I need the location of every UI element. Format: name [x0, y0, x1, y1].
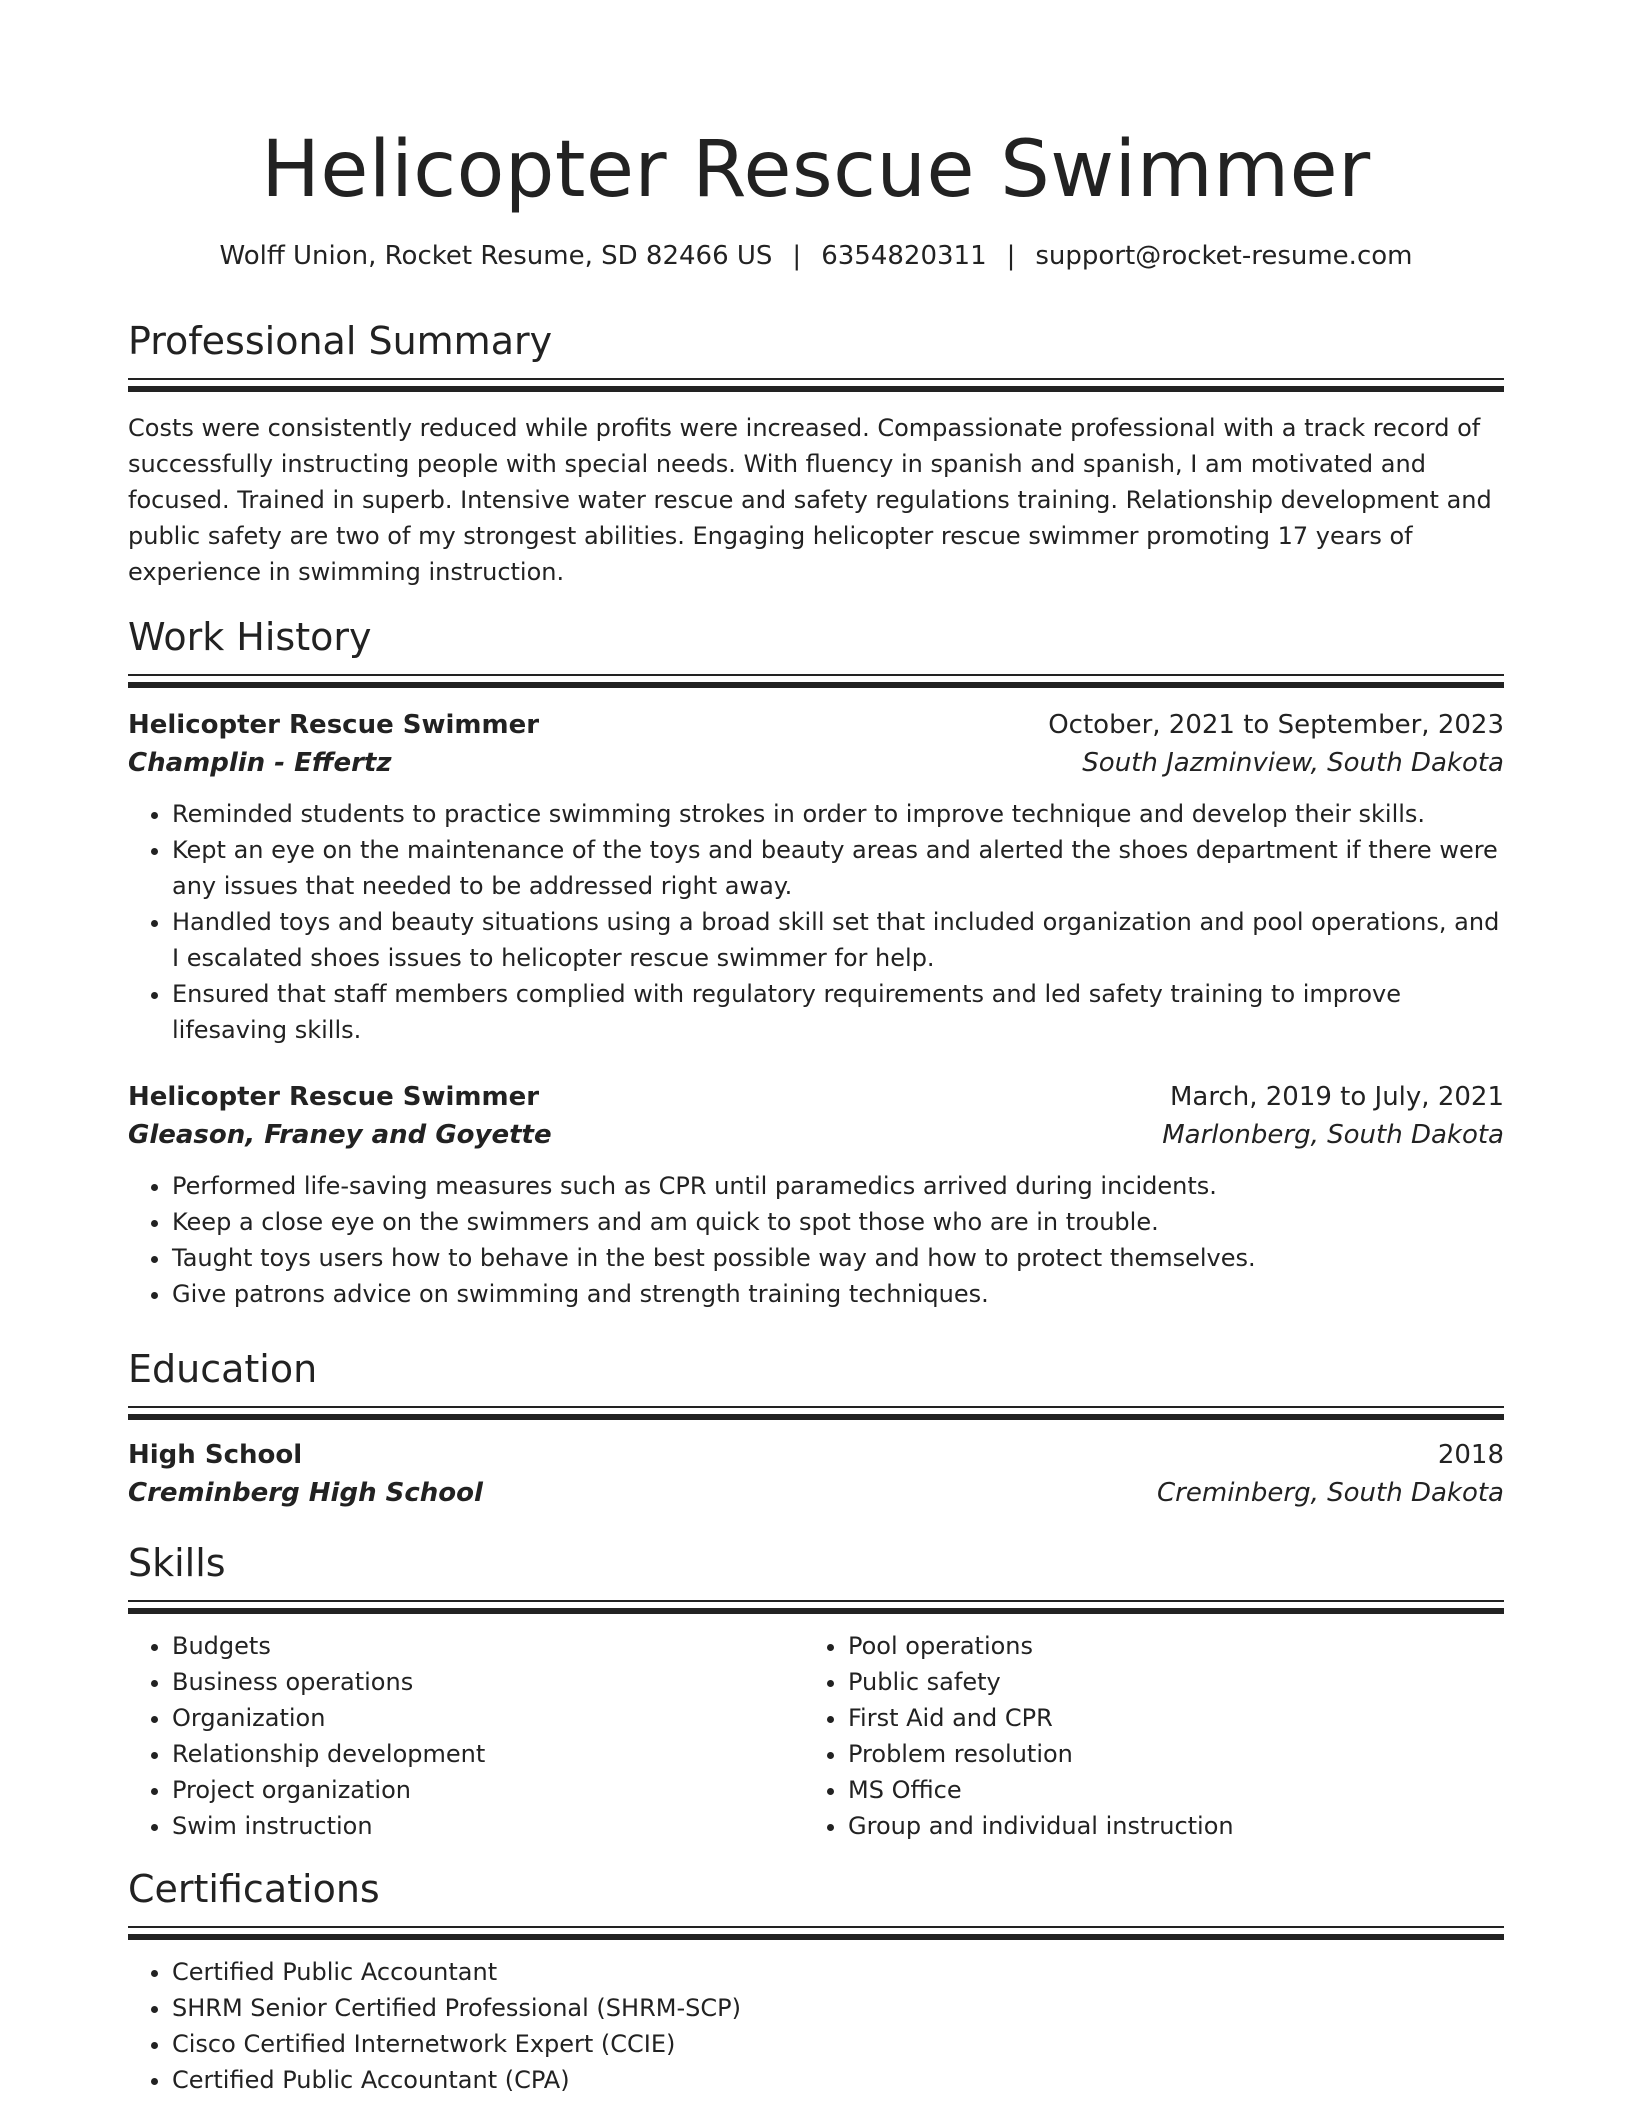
contact-line	[128, 238, 1504, 274]
skill-item: • MS Office	[848, 1772, 1480, 1808]
job-bullet: • Give patrons advice on swimming and strength training techniques.	[172, 1276, 1504, 1312]
skills-list-right	[804, 1628, 1480, 1844]
summary-text: Costs were consistently reduced while profits were increased. Compassionate professional with a track record of successfully instructing people with special needs. With fluency in spanish and spanish, I am motivated and focused. Trained in superb. Intensive water rescue and safety regulations training. Relationship development and public safety are two of my strongest abilities. Engaging helicopter rescue swimmer promoting 17 years of experience in swimming instruction.	[128, 414, 1492, 586]
skill-item: • Organization	[172, 1700, 804, 1736]
job-company-row	[128, 1116, 1504, 1154]
job-location: Marlonberg, South Dakota	[1162, 1120, 1504, 1150]
certification-item: • Certified Public Accountant (CPA)	[172, 2062, 1504, 2098]
skill-item: • Business operations	[172, 1664, 804, 1700]
skill-item: • First Aid and CPR	[848, 1700, 1480, 1736]
contact-email: support@rocket-resume.com	[1035, 241, 1413, 271]
work-section	[128, 612, 1504, 1312]
certifications-section	[128, 1864, 1504, 2098]
contact-separator: |	[792, 241, 802, 271]
certifications-heading: Certifications	[128, 1867, 380, 1911]
job-title: Helicopter Rescue Swimmer	[128, 710, 540, 740]
contact-separator: |	[1006, 241, 1016, 271]
skills-grid	[128, 1628, 1504, 1844]
section-divider	[128, 1406, 1504, 1420]
education-section	[128, 1344, 1504, 1512]
job-location: South Jazminview, South Dakota	[1082, 748, 1504, 778]
skill-item: • Project organization	[172, 1772, 804, 1808]
certifications-list	[128, 1954, 1504, 2098]
job-bullets	[128, 1168, 1504, 1312]
job-header-row	[128, 1078, 1504, 1116]
education-location: Creminberg, South Dakota	[1157, 1478, 1504, 1508]
education-entry	[128, 1436, 1504, 1512]
section-divider	[128, 674, 1504, 688]
job-bullet: • Taught toys users how to behave in the best possible way and how to protect themselves.	[172, 1240, 1504, 1276]
job-bullets	[128, 796, 1504, 1048]
contact-address: Wolff Union, Rocket Resume, SD 82466 US	[219, 241, 773, 271]
skill-item: • Pool operations	[848, 1628, 1480, 1664]
skill-item: • Problem resolution	[848, 1736, 1480, 1772]
skill-item: • Budgets	[172, 1628, 804, 1664]
section-divider	[128, 1926, 1504, 1940]
job-title: Helicopter Rescue Swimmer	[128, 1082, 540, 1112]
job-entry	[128, 706, 1504, 1048]
job-bullet: • Ensured that staff members complied with regulatory requirements and led safety training to improve lifesaving skills.	[172, 976, 1504, 1048]
education-degree: High School	[128, 1440, 303, 1470]
work-heading: Work History	[128, 615, 372, 659]
certification-item: • Certified Public Accountant	[172, 1954, 1504, 1990]
skills-heading: Skills	[128, 1541, 226, 1585]
job-bullet: • Keep a close eye on the swimmers and am quick to spot those who are in trouble.	[172, 1204, 1504, 1240]
education-year: 2018	[1437, 1440, 1504, 1470]
section-divider	[128, 1600, 1504, 1614]
skill-item: • Group and individual instruction	[848, 1808, 1480, 1844]
job-bullet: • Performed life-saving measures such as CPR until paramedics arrived during incidents.	[172, 1168, 1504, 1204]
education-school-row	[128, 1474, 1504, 1512]
job-dates: March, 2019 to July, 2021	[1169, 1082, 1504, 1112]
job-company: Champlin - Effertz	[128, 748, 392, 778]
job-bullet: • Kept an eye on the maintenance of the toys and beauty areas and alerted the shoes department if there were any issues that needed to be addressed right away.	[172, 832, 1504, 904]
education-heading: Education	[128, 1347, 318, 1391]
skill-item: • Public safety	[848, 1664, 1480, 1700]
skill-item: • Swim instruction	[172, 1808, 804, 1844]
section-divider	[128, 378, 1504, 392]
contact-phone: 6354820311	[821, 241, 987, 271]
job-company-row	[128, 744, 1504, 782]
certification-item: • SHRM Senior Certified Professional (SHRM-SCP)	[172, 1990, 1504, 2026]
education-header-row	[128, 1436, 1504, 1474]
skills-list-left	[128, 1628, 804, 1844]
job-bullet: • Reminded students to practice swimming strokes in order to improve technique and develop their skills.	[172, 796, 1504, 832]
job-entry	[128, 1078, 1504, 1312]
job-bullet: • Handled toys and beauty situations using a broad skill set that included organization and pool operations, and I escalated shoes issues to helicopter rescue swimmer for help.	[172, 904, 1504, 976]
certification-item: • Cisco Certified Internetwork Expert (CCIE)	[172, 2026, 1504, 2062]
job-company: Gleason, Franey and Goyette	[128, 1120, 552, 1150]
skill-item: • Relationship development	[172, 1736, 804, 1772]
job-dates: October, 2021 to September, 2023	[1048, 710, 1504, 740]
job-header-row	[128, 706, 1504, 744]
summary-heading: Professional Summary	[128, 319, 553, 363]
summary-section	[128, 316, 1504, 590]
education-school: Creminberg High School	[128, 1478, 483, 1508]
resume-title: Helicopter Rescue Swimmer	[261, 125, 1371, 215]
skills-section	[128, 1538, 1504, 1844]
